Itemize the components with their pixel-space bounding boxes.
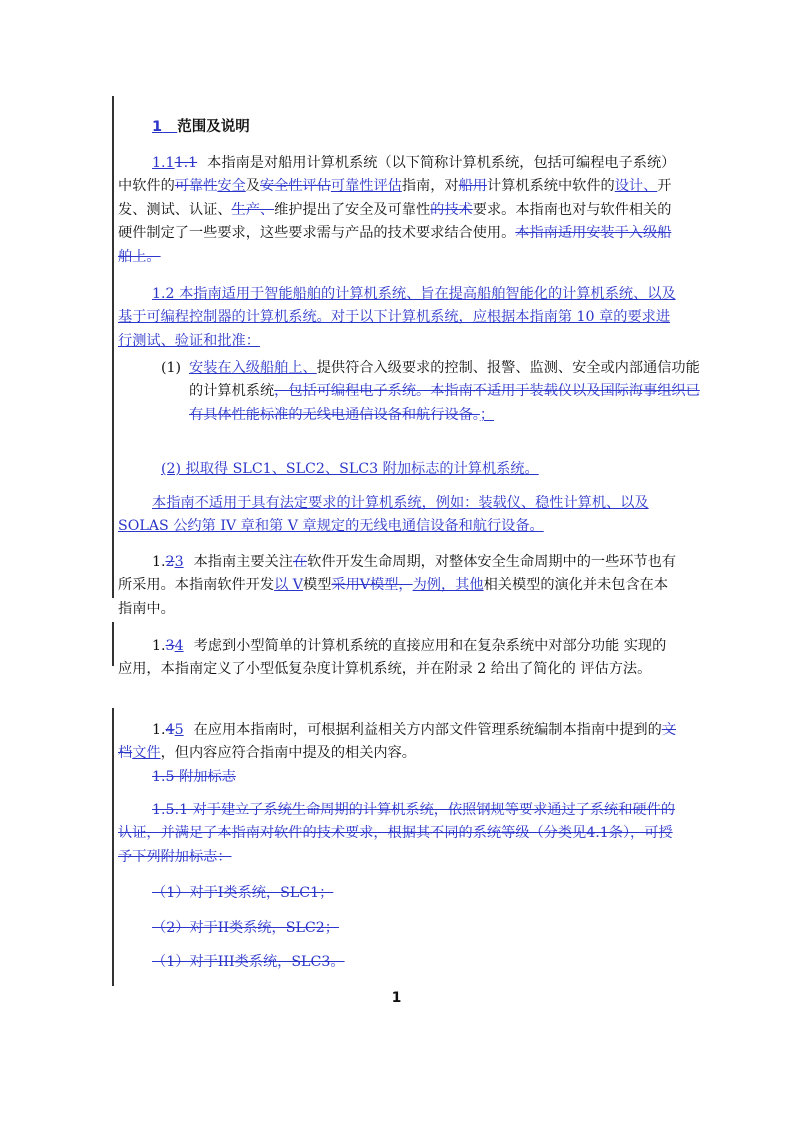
deleted-item-2: （2）对于II类系统，SLC2； <box>152 920 339 936</box>
paragraph-1-3: 1.23 本指南主要关注在软件开发生命周期，对整体安全生命周期中的一些环节也有所采用。本指南软件开发以 V模型采用V模型，为例，其他相关模型的演化并未包含在本指南中。 <box>118 554 677 617</box>
list-item-1: (1) 安装在入级船舶上、提供符合入级要求的控制、报警、监测、安全或内部通信功能的计算机系统，包括可编程电子系统。本指南不适用于装载仪以及国际海事组织已有具体性能标准的无线电通信设备和航行设备。； <box>161 360 700 423</box>
section-heading <box>152 116 712 139</box>
change-bar <box>112 708 114 986</box>
deleted-item-3: （1）对于III类系统，SLC3。 <box>152 954 345 970</box>
deleted-heading-1-5: 1.5 附加标志 <box>152 769 236 785</box>
heading-title: 范围及说明 <box>177 119 250 135</box>
page-number: 1 <box>391 990 402 1006</box>
paragraph-1-4: 1.34 考虑到小型简单的计算机系统的直接应用和在复杂系统中对部分功能 实现的应用，本指南定义了小型低复杂度计算机系统，并在附录 2 给出了简化的 评估方法。 <box>118 638 667 678</box>
paragraph-1-1: 1.11.1 本指南是对船用计算机系统（以下简称计算机系统，包括可编程电子系统）中软件的可靠性安全及安全性评估可靠性评估指南，对船用计算机系统中软件的设计、开发、测试、认证、生产、维护提出了安全及可靠性的技术要求。本指南也对与软件相关的硬件制定了一些要求，这些要求需与产品的技术要求结合使用。本指南适用安装于入级船舶上。 <box>118 155 676 265</box>
paragraph-1-5: 1.45 在应用本指南时，可根据利益相关方内部文件管理系统编制本指南中提到的文档文件，但内容应符合指南中提及的相关内容。 <box>118 722 677 762</box>
change-bar <box>112 622 114 666</box>
list-item-2: (2) 拟取得 SLC1、SLC2、SLC3 附加标志的计算机系统。 <box>161 461 539 477</box>
heading-number: 1 <box>152 119 163 135</box>
paragraph-not-applicable: 本指南不适用于具有法定要求的计算机系统，例如：装载仪、稳性计算机、以及 SOLAS 公约第 IV 章和第 V 章规定的无线电通信设备和航行设备。 <box>118 495 649 535</box>
deleted-paragraph-1-5-1: 1.5.1 对于建立了系统生命周期的计算机系统，依照钢规等要求通过了系统和硬件的认证，并满足了本指南对软件的技术要求，根据其不同的系统等级（分类见4.1条），可授予下列附加标志： <box>118 802 675 865</box>
change-bar <box>112 96 114 598</box>
deleted-item-1: （1）对于I类系统，SLC1； <box>152 885 334 901</box>
paragraph-1-2: 1.2 本指南适用于智能船舶的计算机系统、旨在提高船舶智能化的计算机系统、以及基于可编程控制器的计算机系统。对于以下计算机系统，应根据本指南第 10 章的要求进行测试、验证和批准： <box>118 286 676 349</box>
